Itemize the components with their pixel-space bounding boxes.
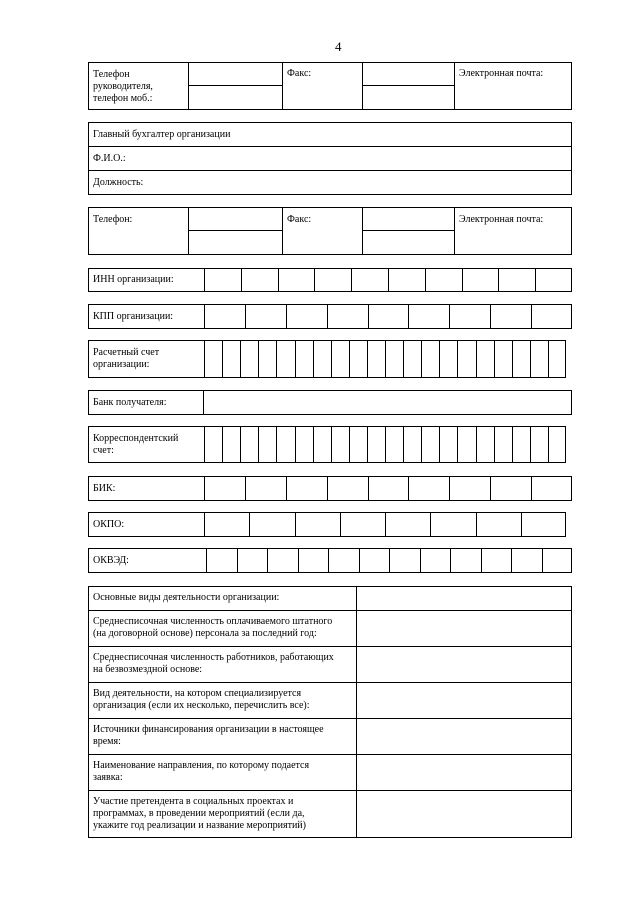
accountant-fax-label: Факс:	[287, 214, 312, 225]
accountant-name-label: Ф.И.О.:	[93, 153, 126, 164]
corr-account-cell[interactable]	[331, 426, 349, 463]
corr-account-cell[interactable]	[295, 426, 313, 463]
corr-account-cell[interactable]	[385, 426, 403, 463]
account-cell[interactable]	[439, 340, 457, 378]
inn-cell[interactable]	[204, 268, 241, 292]
okved-cell[interactable]	[511, 548, 542, 573]
okved-cell[interactable]	[328, 548, 359, 573]
account-cell[interactable]	[548, 340, 566, 378]
corr-account-cell[interactable]	[512, 426, 530, 463]
inn-cell[interactable]	[278, 268, 315, 292]
okved-cell[interactable]	[389, 548, 420, 573]
corr-account-cell[interactable]	[421, 426, 439, 463]
details-row-label: Участие претендента в социальных проектах и	[93, 796, 294, 807]
corr-account-cell[interactable]	[349, 426, 367, 463]
account-cell[interactable]	[512, 340, 530, 378]
okved-cell[interactable]	[237, 548, 268, 573]
okved-cell[interactable]	[450, 548, 481, 573]
head-email-input[interactable]	[455, 80, 571, 109]
details-row-value-input[interactable]	[357, 791, 571, 837]
corr-account-cell[interactable]	[494, 426, 512, 463]
details-row-label: Вид деятельности, на котором специализируется	[93, 688, 302, 699]
account-label-line-1: Расчетный счет	[93, 347, 160, 358]
kpp-cell[interactable]	[327, 304, 368, 329]
corr-account-cell[interactable]	[258, 426, 276, 463]
corr-account-label-line-1: Корреспондентский	[93, 433, 179, 444]
okpo-cell[interactable]	[430, 512, 475, 537]
okved-label: ОКВЭД:	[93, 555, 129, 566]
account-cell[interactable]	[367, 340, 385, 378]
okpo-label: ОКПО:	[93, 519, 125, 530]
details-row-label: Основные виды деятельности организации:	[93, 592, 280, 603]
details-row-label: Наименование направления, по которому подается	[93, 760, 310, 771]
accountant-position-label: Должность:	[93, 177, 144, 188]
head-phone-label-1: Телефон	[93, 69, 130, 80]
details-row-label: на безвозмездной основе:	[93, 664, 203, 675]
kpp-cell[interactable]	[286, 304, 327, 329]
details-row-label: заявка:	[93, 772, 123, 783]
bik-cell[interactable]	[531, 476, 572, 501]
okpo-cell[interactable]	[521, 512, 566, 537]
accountant-name-input[interactable]	[140, 147, 571, 170]
bik-cell[interactable]	[327, 476, 368, 501]
details-row-label: Среднесписочная численность работников, работающих	[93, 652, 334, 663]
head-phone-label-3: телефон моб.:	[93, 93, 153, 104]
kpp-cell[interactable]	[245, 304, 286, 329]
bik-cell[interactable]	[368, 476, 409, 501]
account-cell[interactable]	[530, 340, 548, 378]
okpo-cell[interactable]	[476, 512, 521, 537]
account-cell[interactable]	[276, 340, 294, 378]
head-fax-input[interactable]	[363, 63, 453, 109]
inn-cell[interactable]	[462, 268, 499, 292]
account-cell[interactable]	[204, 340, 222, 378]
corr-account-cell[interactable]	[367, 426, 385, 463]
account-cell[interactable]	[476, 340, 494, 378]
account-cell[interactable]	[258, 340, 276, 378]
inn-cell[interactable]	[498, 268, 535, 292]
kpp-cell[interactable]	[368, 304, 409, 329]
bik-cell[interactable]	[408, 476, 449, 501]
details-row-value-input[interactable]	[357, 611, 571, 645]
bik-label: БИК:	[93, 483, 116, 494]
bik-cell[interactable]	[449, 476, 490, 501]
okpo-cell[interactable]	[340, 512, 385, 537]
bank-input[interactable]	[204, 391, 571, 414]
accountant-phone-input[interactable]	[189, 208, 281, 254]
head-email-label: Электронная почта:	[459, 68, 544, 79]
corr-account-cell[interactable]	[240, 426, 258, 463]
kpp-cell[interactable]	[449, 304, 490, 329]
details-row-value-input[interactable]	[357, 755, 571, 789]
accountant-email-label: Электронная почта:	[459, 214, 544, 225]
corr-account-cell[interactable]	[313, 426, 331, 463]
head-fax-label: Факс:	[287, 68, 312, 79]
inn-cell[interactable]	[388, 268, 425, 292]
bank-label: Банк получателя:	[93, 397, 167, 408]
okved-cell[interactable]	[298, 548, 329, 573]
page-number: 4	[335, 39, 342, 54]
corr-account-cell[interactable]	[439, 426, 457, 463]
kpp-label: КПП организации:	[93, 311, 174, 322]
corr-account-label-line-2: счет:	[93, 445, 114, 456]
inn-cell[interactable]	[351, 268, 388, 292]
corr-account-cell[interactable]	[530, 426, 548, 463]
corr-account-cell[interactable]	[276, 426, 294, 463]
account-cell[interactable]	[457, 340, 475, 378]
account-label-line-2: организации:	[93, 359, 150, 370]
account-cell[interactable]	[240, 340, 258, 378]
bik-cell[interactable]	[286, 476, 327, 501]
accountant-fax-input[interactable]	[363, 208, 453, 254]
account-cell[interactable]	[331, 340, 349, 378]
account-cell[interactable]	[222, 340, 240, 378]
account-cell[interactable]	[421, 340, 439, 378]
inn-label: ИНН организации:	[93, 274, 174, 285]
kpp-cell[interactable]	[204, 304, 245, 329]
okved-cell[interactable]	[359, 548, 390, 573]
head-phone-label-2: руководителя,	[93, 81, 153, 92]
inn-cell[interactable]	[425, 268, 462, 292]
corr-account-cell[interactable]	[222, 426, 240, 463]
okved-cell[interactable]	[267, 548, 298, 573]
account-cell[interactable]	[385, 340, 403, 378]
bik-cell[interactable]	[204, 476, 245, 501]
bik-cell[interactable]	[245, 476, 286, 501]
okpo-cell[interactable]	[249, 512, 294, 537]
corr-account-cell[interactable]	[548, 426, 566, 463]
corr-account-cell[interactable]	[476, 426, 494, 463]
details-row-label: Источники финансирования организации в настоящее	[93, 724, 324, 735]
kpp-cell[interactable]	[490, 304, 531, 329]
details-row-value-input[interactable]	[357, 587, 571, 609]
details-row-value-input[interactable]	[357, 683, 571, 717]
accountant-position-input[interactable]	[155, 171, 571, 194]
kpp-cell[interactable]	[531, 304, 572, 329]
corr-account-cell[interactable]	[457, 426, 475, 463]
details-row-label: программах, в проведении мероприятий (если да,	[93, 808, 305, 819]
okved-cell[interactable]	[481, 548, 512, 573]
okpo-cell[interactable]	[385, 512, 430, 537]
details-row-value-input[interactable]	[357, 719, 571, 753]
accountant-email-input[interactable]	[455, 226, 571, 254]
details-row-label: укажите год реализации и название мероприятий)	[93, 820, 306, 831]
details-row-value-input[interactable]	[357, 647, 571, 681]
account-cell[interactable]	[313, 340, 331, 378]
okved-cell[interactable]	[542, 548, 573, 573]
details-row-label: Среднесписочная численность оплачиваемого штатного	[93, 616, 333, 627]
inn-cell[interactable]	[241, 268, 278, 292]
accountant-phone-label: Телефон:	[93, 214, 133, 225]
details-row-label: время:	[93, 736, 121, 747]
corr-account-cell[interactable]	[403, 426, 421, 463]
okpo-cell[interactable]	[204, 512, 249, 537]
details-row-label: организация (если их несколько, перечислить все):	[93, 700, 310, 711]
account-cell[interactable]	[403, 340, 421, 378]
inn-cell[interactable]	[314, 268, 351, 292]
okved-cell[interactable]	[206, 548, 237, 573]
head-phone-input[interactable]	[189, 63, 281, 109]
details-row-label: (на договорной основе) персонала за последний год:	[93, 628, 317, 639]
account-cell[interactable]	[494, 340, 512, 378]
okved-cell[interactable]	[420, 548, 451, 573]
account-cell[interactable]	[295, 340, 313, 378]
bik-cell[interactable]	[490, 476, 531, 501]
okpo-cell[interactable]	[295, 512, 340, 537]
kpp-cell[interactable]	[408, 304, 449, 329]
inn-cell[interactable]	[535, 268, 572, 292]
corr-account-cell[interactable]	[204, 426, 222, 463]
account-cell[interactable]	[349, 340, 367, 378]
accountant-section-title: Главный бухгалтер организации	[93, 129, 231, 140]
